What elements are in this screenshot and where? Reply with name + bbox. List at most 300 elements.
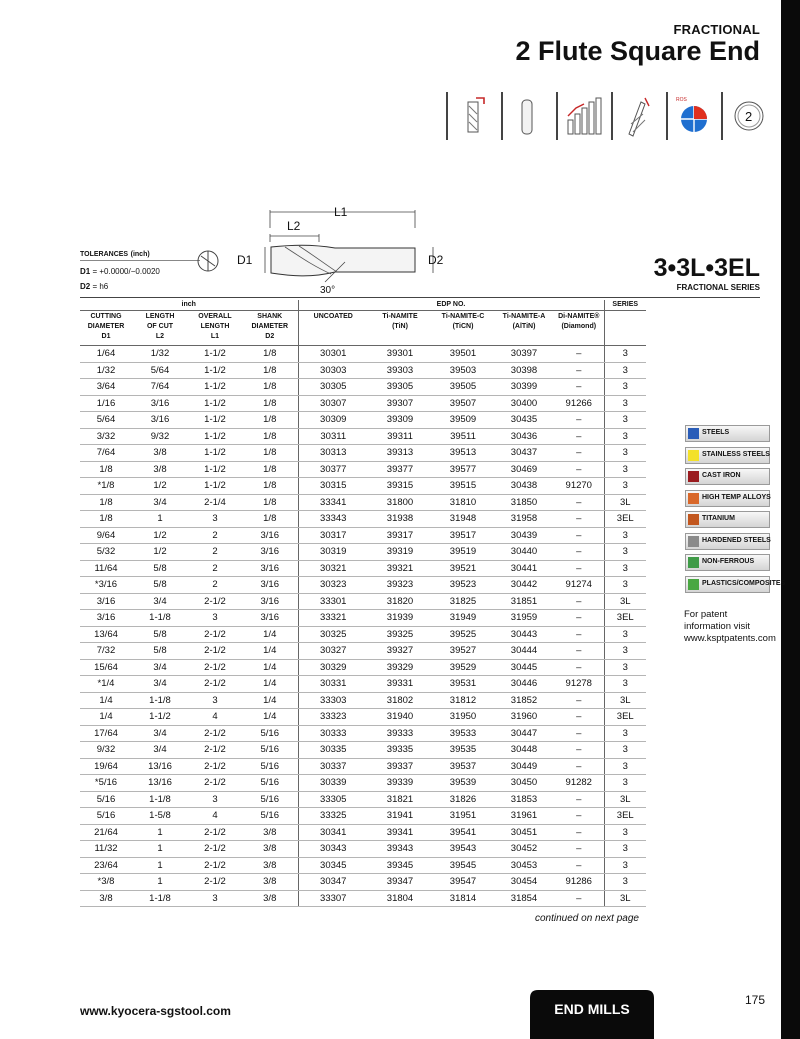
table-cell: 3/4 — [132, 659, 188, 676]
table-cell: 5/8 — [132, 626, 188, 643]
table-cell: 31853 — [494, 791, 554, 808]
table-cell: 17/64 — [80, 725, 132, 742]
table-cell: 33305 — [298, 791, 368, 808]
table-cell: 30446 — [494, 676, 554, 693]
column-header: SHANK DIAMETER D2 — [242, 311, 298, 346]
group-header-inch: inch — [80, 300, 298, 311]
table-cell: – — [554, 527, 604, 544]
material-swatch — [688, 536, 699, 547]
table-cell: – — [554, 560, 604, 577]
table-cell: 30452 — [494, 841, 554, 858]
table-cell: 3 — [604, 412, 646, 429]
table-cell: 33321 — [298, 610, 368, 627]
table-cell: 39313 — [368, 445, 432, 462]
table-cell: 3 — [604, 445, 646, 462]
table-cell: 3/16 — [242, 527, 298, 544]
table-cell: 39309 — [368, 412, 432, 429]
table-cell: 3L — [604, 593, 646, 610]
material-label: PLASTICS/COMPOSITES — [702, 579, 786, 587]
column-header: Ti-NAMITE-A (AlTiN) — [494, 311, 554, 346]
table-cell: 2-1/2 — [188, 824, 242, 841]
material-item — [685, 468, 770, 485]
material-label: NON-FERROUS — [702, 558, 755, 565]
table-cell: 5/16 — [242, 758, 298, 775]
table-cell: 11/32 — [80, 841, 132, 858]
table-cell: 5/16 — [80, 808, 132, 825]
table-cell: 3 — [604, 577, 646, 594]
table-cell: 39519 — [432, 544, 494, 561]
table-row — [80, 478, 646, 495]
table-cell: – — [554, 643, 604, 660]
table-cell: 1/4 — [242, 692, 298, 709]
table-cell: 3/16 — [242, 544, 298, 561]
table-cell: 30445 — [494, 659, 554, 676]
table-cell: 30335 — [298, 742, 368, 759]
material-label: TITANIUM — [702, 515, 735, 522]
table-cell: 3/8 — [242, 824, 298, 841]
table-row — [80, 395, 646, 412]
table-cell: 33323 — [298, 709, 368, 726]
column-header: CUTTING DIAMETER D1 — [80, 311, 132, 346]
table-cell: 3/16 — [80, 593, 132, 610]
table-cell: 31804 — [368, 890, 432, 907]
table-cell: 5/32 — [80, 544, 132, 561]
table-row — [80, 890, 646, 907]
table-cell: 39331 — [368, 676, 432, 693]
table-row — [80, 775, 646, 792]
table-cell: 2-1/2 — [188, 593, 242, 610]
table-cell: 1/2 — [132, 527, 188, 544]
table-cell: 1/8 — [242, 428, 298, 445]
table-cell: 39529 — [432, 659, 494, 676]
table-cell: 3/8 — [242, 874, 298, 891]
table-cell: 31851 — [494, 593, 554, 610]
table-cell: 30345 — [298, 857, 368, 874]
table-cell: – — [554, 626, 604, 643]
table-cell: 39377 — [368, 461, 432, 478]
product-table — [80, 300, 646, 907]
table-cell: 2-1/2 — [188, 725, 242, 742]
table-cell: 91266 — [554, 395, 604, 412]
table-cell: 39333 — [368, 725, 432, 742]
table-cell: 30347 — [298, 874, 368, 891]
table-cell: 30317 — [298, 527, 368, 544]
table-cell: 1/32 — [132, 346, 188, 363]
table-cell: – — [554, 808, 604, 825]
table-cell: 30454 — [494, 874, 554, 891]
table-cell: 30341 — [298, 824, 368, 841]
table-cell: 5/16 — [80, 791, 132, 808]
table-cell: 4 — [188, 808, 242, 825]
table-cell: 31948 — [432, 511, 494, 528]
table-cell: 30301 — [298, 346, 368, 363]
table-cell: 5/16 — [242, 808, 298, 825]
table-cell: 31959 — [494, 610, 554, 627]
table-row — [80, 676, 646, 693]
table-cell: 30323 — [298, 577, 368, 594]
table-cell: 30315 — [298, 478, 368, 495]
table-cell: 39327 — [368, 643, 432, 660]
table-cell: 3/16 — [242, 593, 298, 610]
table-cell: 2-1/2 — [188, 659, 242, 676]
table-row — [80, 659, 646, 676]
table-cell: – — [554, 428, 604, 445]
table-cell: 31826 — [432, 791, 494, 808]
table-cell: 3 — [604, 379, 646, 396]
edge-strip — [781, 0, 800, 1039]
group-header-edp: EDP NO. — [298, 300, 604, 311]
table-cell: 5/64 — [132, 362, 188, 379]
table-cell: 31802 — [368, 692, 432, 709]
table-cell: 5/8 — [132, 560, 188, 577]
table-row — [80, 808, 646, 825]
table-cell: 30441 — [494, 560, 554, 577]
material-item — [685, 490, 770, 507]
table-cell: 39543 — [432, 841, 494, 858]
table-cell: 33303 — [298, 692, 368, 709]
table-cell: 3/16 — [242, 610, 298, 627]
shank-icon — [501, 92, 547, 140]
table-cell: 91274 — [554, 577, 604, 594]
table-row — [80, 560, 646, 577]
table-cell: 9/32 — [80, 742, 132, 759]
table-cell: 1-1/2 — [188, 346, 242, 363]
table-cell: 2 — [188, 560, 242, 577]
table-cell: 7/32 — [80, 643, 132, 660]
table-cell: 31820 — [368, 593, 432, 610]
table-cell: 3 — [604, 775, 646, 792]
table-cell: 3L — [604, 890, 646, 907]
table-cell: – — [554, 593, 604, 610]
table-cell: 9/64 — [80, 527, 132, 544]
table-cell: 1-1/8 — [132, 890, 188, 907]
table-cell: 1/2 — [132, 544, 188, 561]
table-cell: 39521 — [432, 560, 494, 577]
table-cell: 3/8 — [132, 445, 188, 462]
table-cell: 30331 — [298, 676, 368, 693]
table-row — [80, 758, 646, 775]
table-cell: 39343 — [368, 841, 432, 858]
table-cell: 5/16 — [242, 775, 298, 792]
table-cell: 1/8 — [242, 362, 298, 379]
table-cell: 30305 — [298, 379, 368, 396]
column-header: OVERALL LENGTH L1 — [188, 311, 242, 346]
table-cell: 30329 — [298, 659, 368, 676]
flute-count-icon — [721, 92, 767, 140]
page-number: 175 — [745, 993, 766, 1007]
table-cell: 3L — [604, 494, 646, 511]
table-cell: 3/4 — [132, 725, 188, 742]
table-cell: 30438 — [494, 478, 554, 495]
table-cell: 91286 — [554, 874, 604, 891]
table-cell: 1/8 — [242, 346, 298, 363]
table-cell: 30307 — [298, 395, 368, 412]
table-cell: 1/4 — [242, 626, 298, 643]
table-cell: 30448 — [494, 742, 554, 759]
table-cell: 39501 — [432, 346, 494, 363]
table-cell: 2 — [188, 527, 242, 544]
continued-note: continued on next page — [535, 913, 639, 924]
table-cell: 11/64 — [80, 560, 132, 577]
table-cell: 1/8 — [242, 478, 298, 495]
d1-tolerance: D1 = +0.0000/−0.0020 — [80, 267, 160, 276]
table-cell: 1-1/8 — [132, 692, 188, 709]
table-cell: 1-1/2 — [132, 709, 188, 726]
table-cell: 3/64 — [80, 379, 132, 396]
table-row — [80, 791, 646, 808]
table-cell: 3/8 — [242, 890, 298, 907]
svg-text:L2: L2 — [287, 219, 301, 233]
material-item — [685, 425, 770, 442]
table-cell: 3 — [604, 857, 646, 874]
table-cell: 30435 — [494, 412, 554, 429]
table-cell: 1/8 — [242, 395, 298, 412]
table-cell: – — [554, 379, 604, 396]
table-cell: 13/64 — [80, 626, 132, 643]
table-cell: 3EL — [604, 709, 646, 726]
table-cell: 39523 — [432, 577, 494, 594]
table-cell: 39345 — [368, 857, 432, 874]
table-cell: 1/8 — [242, 379, 298, 396]
svg-text:2: 2 — [745, 109, 753, 124]
material-item — [685, 554, 770, 571]
table-cell: 3 — [604, 676, 646, 693]
table-cell: 3 — [604, 626, 646, 643]
table-cell: 39301 — [368, 346, 432, 363]
table-cell: 33307 — [298, 890, 368, 907]
table-cell: 30447 — [494, 725, 554, 742]
table-cell: 3 — [604, 544, 646, 561]
column-header: Di-NAMITE® (Diamond) — [554, 311, 604, 346]
table-cell: 15/64 — [80, 659, 132, 676]
table-cell: 7/64 — [132, 379, 188, 396]
column-header: LENGTH OF CUT L2 — [132, 311, 188, 346]
table-cell: 4 — [188, 709, 242, 726]
table-cell: 30377 — [298, 461, 368, 478]
tolerances-heading: TOLERANCES (inch) — [80, 248, 200, 261]
table-cell: 39545 — [432, 857, 494, 874]
ros-coating-icon — [666, 92, 712, 140]
svg-text:D2: D2 — [428, 253, 444, 267]
table-cell: 30436 — [494, 428, 554, 445]
table-cell: 30442 — [494, 577, 554, 594]
table-cell: 19/64 — [80, 758, 132, 775]
table-cell: 3 — [604, 346, 646, 363]
table-cell: 3 — [188, 692, 242, 709]
table-row — [80, 445, 646, 462]
table-cell: 3 — [604, 461, 646, 478]
material-swatch — [688, 428, 699, 439]
table-cell: – — [554, 890, 604, 907]
material-label: HARDENED STEELS — [702, 536, 771, 544]
table-cell: 30398 — [494, 362, 554, 379]
table-cell: 1/2 — [132, 478, 188, 495]
table-row — [80, 643, 646, 660]
table-cell: 30337 — [298, 758, 368, 775]
table-cell: – — [554, 857, 604, 874]
footer-url[interactable]: www.kyocera-sgstool.com — [80, 1004, 231, 1018]
table-cell: 13/16 — [132, 775, 188, 792]
table-row — [80, 527, 646, 544]
table-cell: 3EL — [604, 610, 646, 627]
table-cell: 30319 — [298, 544, 368, 561]
table-cell: 3 — [604, 758, 646, 775]
patent-note: For patent information visit www.ksptpatents.com — [684, 609, 776, 644]
table-cell: 30309 — [298, 412, 368, 429]
material-swatch — [688, 579, 699, 590]
table-cell: 1/8 — [242, 412, 298, 429]
table-cell: 39311 — [368, 428, 432, 445]
table-cell: 3 — [188, 610, 242, 627]
table-cell: 31810 — [432, 494, 494, 511]
table-cell: 30444 — [494, 643, 554, 660]
table-cell: 1-5/8 — [132, 808, 188, 825]
page-title: 2 Flute Square End — [515, 36, 760, 66]
table-cell: 30343 — [298, 841, 368, 858]
table-cell: 3/16 — [242, 560, 298, 577]
table-cell: 2-1/2 — [188, 676, 242, 693]
svg-text:L1: L1 — [334, 205, 348, 219]
table-cell: 30400 — [494, 395, 554, 412]
table-cell: 39531 — [432, 676, 494, 693]
table-cell: – — [554, 725, 604, 742]
table-cell: 1/8 — [80, 511, 132, 528]
table-cell: 39577 — [432, 461, 494, 478]
table-cell: 30313 — [298, 445, 368, 462]
table-cell: 3 — [604, 643, 646, 660]
table-cell: 5/16 — [242, 725, 298, 742]
table-cell: – — [554, 709, 604, 726]
table-row — [80, 544, 646, 561]
series-subheading: FRACTIONAL SERIES — [676, 283, 760, 292]
table-cell: – — [554, 659, 604, 676]
table-cell: 31812 — [432, 692, 494, 709]
table-cell: 3L — [604, 692, 646, 709]
table-cell: 31852 — [494, 692, 554, 709]
table-cell: – — [554, 841, 604, 858]
table-cell: 2-1/2 — [188, 742, 242, 759]
table-cell: 9/32 — [132, 428, 188, 445]
table-cell: 3EL — [604, 808, 646, 825]
table-cell: – — [554, 758, 604, 775]
table-cell: 30327 — [298, 643, 368, 660]
table-cell: – — [554, 791, 604, 808]
table-cell: 3/8 — [132, 461, 188, 478]
table-cell: 31950 — [432, 709, 494, 726]
table-cell: 7/64 — [80, 445, 132, 462]
table-cell: 31814 — [432, 890, 494, 907]
table-cell: 2-1/2 — [188, 857, 242, 874]
column-header: Ti-NAMITE-C (TiCN) — [432, 311, 494, 346]
series-heading: 3•3L•3EL — [653, 254, 760, 282]
table-cell: 30325 — [298, 626, 368, 643]
table-cell: 33301 — [298, 593, 368, 610]
table-cell: 1/64 — [80, 346, 132, 363]
table-cell: 30303 — [298, 362, 368, 379]
table-cell: 31938 — [368, 511, 432, 528]
table-cell: 1/8 — [242, 494, 298, 511]
table-cell: – — [554, 692, 604, 709]
table-cell: 39511 — [432, 428, 494, 445]
table-cell: 30339 — [298, 775, 368, 792]
table-cell: 39533 — [432, 725, 494, 742]
table-cell: 31958 — [494, 511, 554, 528]
table-cell: 5/16 — [242, 742, 298, 759]
table-row — [80, 610, 646, 627]
table-cell: 39341 — [368, 824, 432, 841]
table-cell: 39509 — [432, 412, 494, 429]
table-row — [80, 824, 646, 841]
table-row — [80, 494, 646, 511]
table-cell: – — [554, 511, 604, 528]
table-cell: 30437 — [494, 445, 554, 462]
table-cell: 39527 — [432, 643, 494, 660]
table-cell: 30397 — [494, 346, 554, 363]
table-cell: 1-1/2 — [188, 445, 242, 462]
table-cell: 2-1/2 — [188, 758, 242, 775]
table-cell: 2-1/2 — [188, 643, 242, 660]
table-cell: 30439 — [494, 527, 554, 544]
column-header — [604, 311, 646, 346]
material-item — [685, 576, 786, 593]
svg-text:30°: 30° — [320, 285, 336, 296]
table-cell: 91282 — [554, 775, 604, 792]
material-label: STEELS — [702, 429, 730, 436]
table-cell: 1/4 — [242, 676, 298, 693]
table-cell: 39317 — [368, 527, 432, 544]
table-cell: 1/4 — [242, 643, 298, 660]
table-cell: – — [554, 610, 604, 627]
table-cell: 1/4 — [242, 659, 298, 676]
table-cell: – — [554, 362, 604, 379]
table-cell: 3EL — [604, 511, 646, 528]
divider — [80, 297, 760, 298]
table-cell: 39335 — [368, 742, 432, 759]
table-cell: 3 — [188, 791, 242, 808]
category-label: FRACTIONAL — [673, 22, 760, 37]
table-cell: 3 — [604, 395, 646, 412]
d2-tolerance: D2 = h6 — [80, 282, 109, 291]
table-cell: 31854 — [494, 890, 554, 907]
table-cell: 39325 — [368, 626, 432, 643]
table-cell: 30469 — [494, 461, 554, 478]
material-label: HIGH TEMP ALLOYS — [702, 493, 771, 501]
table-cell: 1 — [132, 511, 188, 528]
material-swatch — [688, 514, 699, 525]
table-cell: 1-1/8 — [132, 791, 188, 808]
table-row — [80, 346, 646, 363]
table-cell: 30321 — [298, 560, 368, 577]
table-row — [80, 577, 646, 594]
table-cell: 39507 — [432, 395, 494, 412]
table-cell: 1/8 — [80, 494, 132, 511]
table-row — [80, 412, 646, 429]
table-cell: 3 — [604, 874, 646, 891]
table-cell: 3/8 — [242, 841, 298, 858]
table-cell: 1/32 — [80, 362, 132, 379]
table-cell: 31825 — [432, 593, 494, 610]
end-view-icon — [196, 246, 220, 276]
table-cell: 5/8 — [132, 577, 188, 594]
table-cell: *1/4 — [80, 676, 132, 693]
table-cell: – — [554, 742, 604, 759]
table-cell: 3/16 — [242, 577, 298, 594]
table-cell: 1/8 — [242, 445, 298, 462]
table-cell: 3 — [604, 362, 646, 379]
table-cell: 1-1/2 — [188, 478, 242, 495]
table-cell: 3/16 — [80, 610, 132, 627]
table-row — [80, 857, 646, 874]
